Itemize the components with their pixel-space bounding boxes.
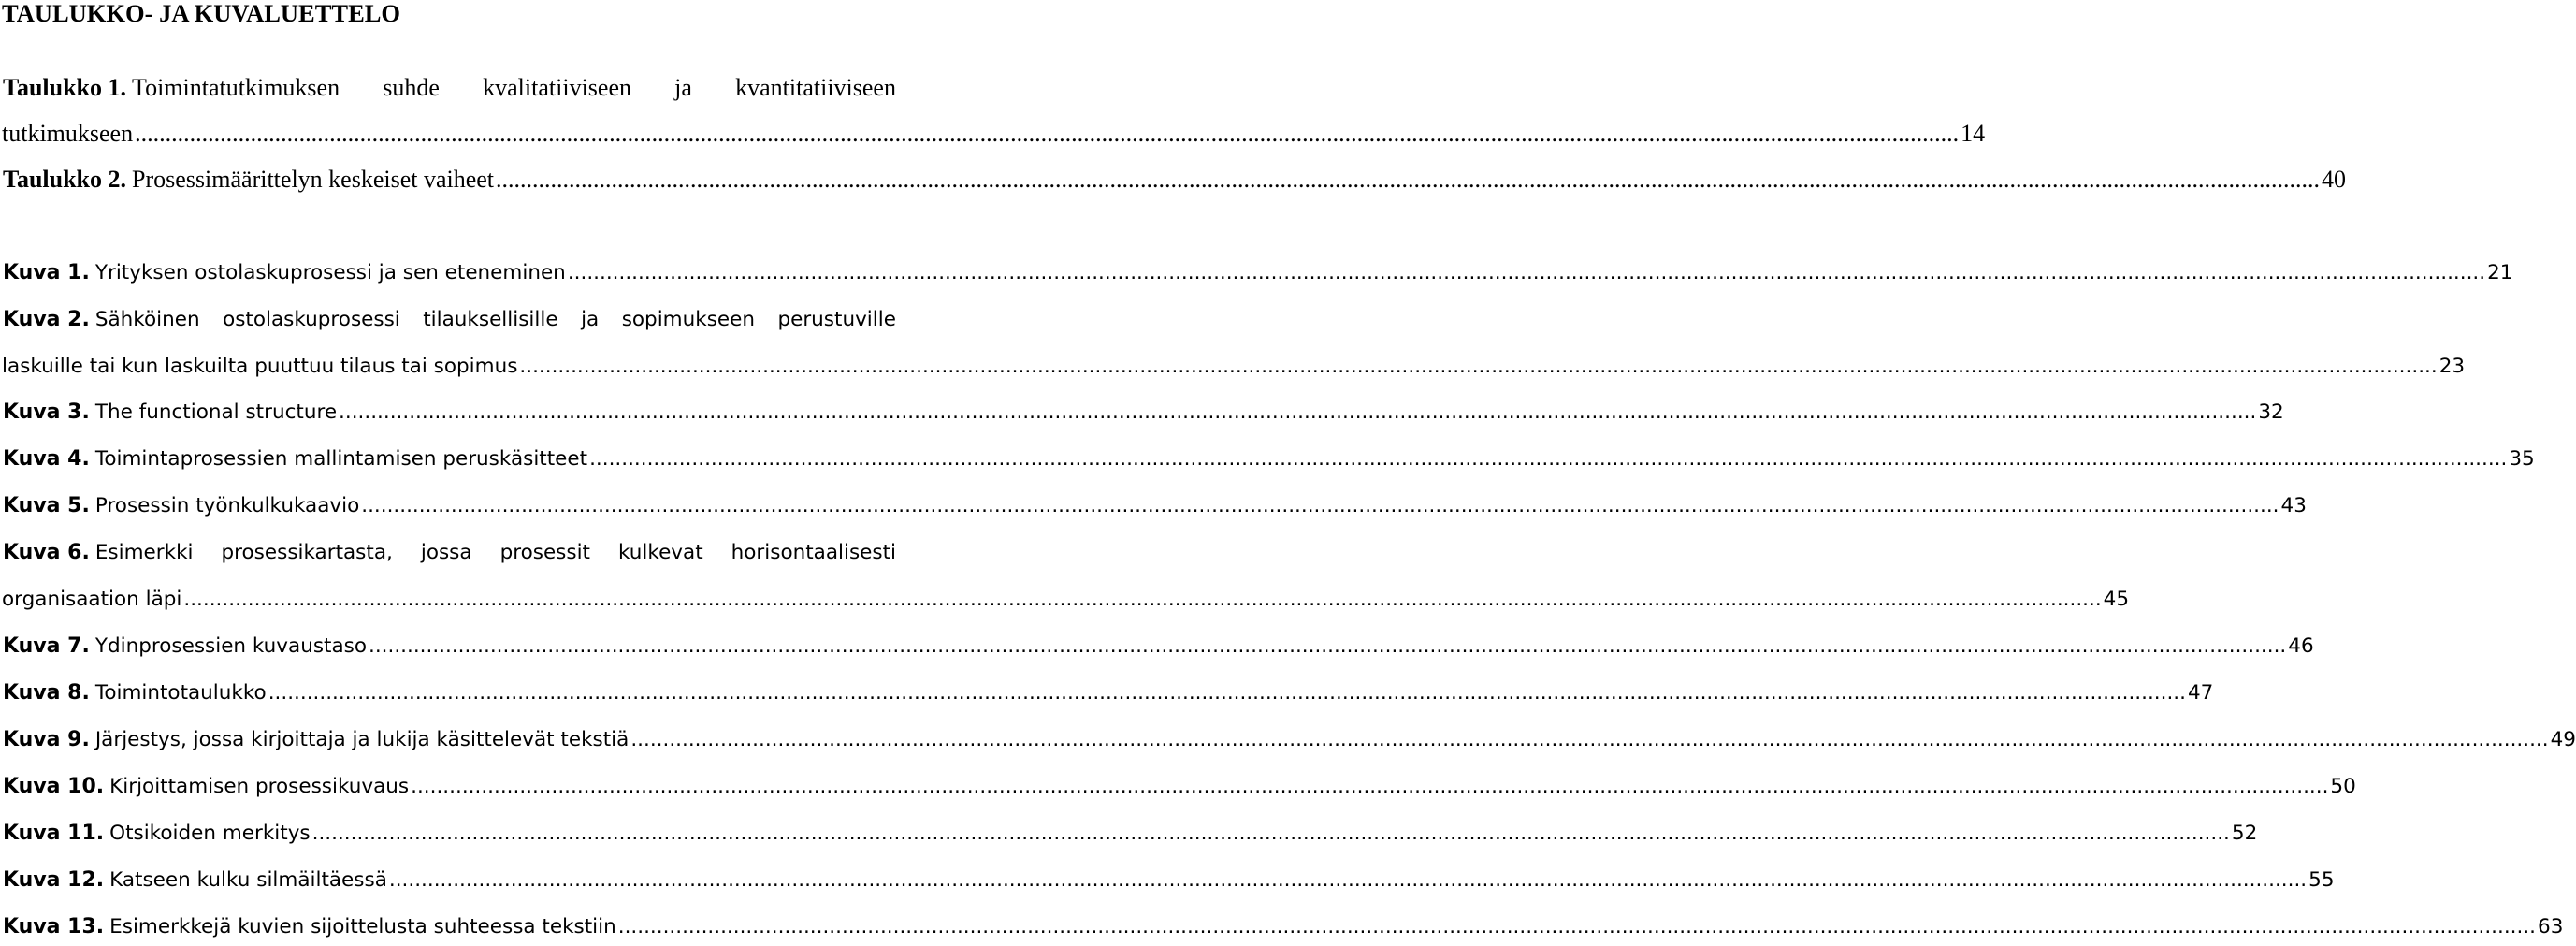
entry-title — [95, 304, 896, 336]
entry-page-number: 45 — [2103, 588, 2130, 611]
dot-leader: ............................................................................................................................................................................................................................................................................................................ — [339, 400, 2257, 424]
toc-entry-figure-3[interactable] — [3, 397, 2284, 429]
dot-leader: ............................................................................................................................................................................................................................................................................................................ — [496, 166, 2321, 193]
toc-entry-figure-2[interactable] — [3, 304, 896, 336]
title-word: sopimukseen — [621, 308, 755, 331]
toc-entry-figure-7[interactable] — [3, 631, 2314, 662]
entry-title: Katseen kulku silmäiltäessä — [109, 868, 387, 892]
toc-entry-figure-4[interactable] — [3, 444, 2535, 475]
toc-entry-figure-1[interactable] — [3, 257, 2513, 289]
page-title: TAULUKKO- JA KUVALUETTELO — [2, 0, 401, 27]
dot-leader: ............................................................................................................................................................................................................................................................................................................ — [135, 120, 1960, 147]
toc-entry-table-1-continued[interactable] — [2, 118, 1986, 150]
entry-label: Kuva 4. — [3, 447, 90, 471]
title-word: tilauksellisille — [423, 308, 558, 331]
entry-label: Kuva 2. — [3, 308, 90, 331]
entry-page-number: 32 — [2258, 400, 2284, 424]
entry-page-number: 52 — [2231, 822, 2258, 845]
toc-entry-figure-10[interactable] — [3, 771, 2356, 803]
title-word: prosessikartasta, — [221, 541, 393, 564]
toc-entry-figure-9[interactable] — [3, 724, 2576, 756]
entry-page-number: 46 — [2288, 634, 2314, 658]
dot-leader: ............................................................................................................................................................................................................................................................................................................ — [411, 775, 2329, 798]
dot-leader: ............................................................................................................................................................................................................................................................................................................ — [567, 261, 2486, 284]
entry-title: Kirjoittamisen prosessikuvaus — [109, 775, 410, 798]
title-word: ostolaskuprosessi — [223, 308, 400, 331]
entry-label: Kuva 3. — [3, 400, 90, 424]
entry-page-number: 47 — [2187, 681, 2214, 705]
entry-page-number: 23 — [2439, 355, 2466, 378]
title-word: perustuville — [777, 308, 896, 331]
entry-title — [95, 537, 896, 569]
dot-leader: ............................................................................................................................................................................................................................................................................................................ — [268, 681, 2186, 705]
dot-leader: ............................................................................................................................................................................................................................................................................................................ — [388, 868, 2308, 892]
entry-page-number: 49 — [2550, 728, 2576, 751]
toc-entry-table-2[interactable] — [3, 164, 2347, 196]
entry-page-number: 35 — [2509, 447, 2535, 471]
toc-entry-figure-6[interactable] — [3, 537, 896, 569]
toc-entry-figure-11[interactable] — [3, 818, 2258, 850]
toc-entry-figure-2-continued[interactable] — [2, 351, 2466, 383]
entry-title: Prosessimäärittelyn keskeiset vaiheet — [132, 166, 495, 193]
title-word: horisontaalisesti — [731, 541, 896, 564]
dot-leader: ............................................................................................................................................................................................................................................................................................................ — [617, 915, 2537, 939]
title-word: kvantitatiiviseen — [735, 74, 896, 101]
title-word: ja — [674, 74, 692, 101]
toc-entry-figure-12[interactable] — [3, 865, 2335, 896]
toc-entry-table-1[interactable] — [3, 72, 896, 104]
title-word: jossa — [420, 541, 472, 564]
dot-leader: ............................................................................................................................................................................................................................................................................................................ — [519, 355, 2438, 378]
entry-title: Toimintotaulukko — [94, 681, 267, 705]
toc-entry-figure-8[interactable] — [3, 677, 2214, 709]
entry-title: Järjestys, jossa kirjoittaja ja lukija käsittelevät tekstiä — [94, 728, 630, 751]
entry-page-number: 21 — [2487, 261, 2513, 284]
dot-leader: ............................................................................................................................................................................................................................................................................................................ — [311, 822, 2230, 845]
entry-label: Kuva 9. — [3, 728, 90, 751]
entry-label: Kuva 12. — [3, 868, 105, 892]
entry-label: Kuva 1. — [3, 261, 90, 284]
entry-page-number: 50 — [2330, 775, 2356, 798]
title-word: Esimerkki — [94, 541, 194, 564]
entry-label: Kuva 8. — [3, 681, 90, 705]
entry-title: Toimintaprosessien mallintamisen peruskäsitteet — [94, 447, 588, 471]
entry-label: Kuva 10. — [3, 775, 105, 798]
entry-label: Taulukko 1. — [3, 74, 127, 101]
entry-title: Yrityksen ostolaskuprosessi ja sen eteneminen — [94, 261, 566, 284]
entry-title: Prosessin työnkulkukaavio — [94, 494, 360, 517]
dot-leader: ............................................................................................................................................................................................................................................................................................................ — [630, 728, 2549, 751]
title-word: Toimintatutkimuksen — [132, 74, 340, 101]
toc-entry-figure-13[interactable] — [3, 911, 2564, 943]
entry-page-number: 63 — [2538, 915, 2564, 939]
title-word: kulkevat — [618, 541, 703, 564]
toc-entry-figure-6-continued[interactable] — [2, 584, 2130, 616]
title-word: ja — [581, 308, 600, 331]
dot-leader: ............................................................................................................................................................................................................................................................................................................ — [369, 634, 2287, 658]
title-word: prosessit — [499, 541, 590, 564]
entry-page-number: 14 — [1961, 120, 1986, 147]
entry-title-continuation: laskuille tai kun laskuilta puuttuu tilaus tai sopimus — [2, 355, 518, 378]
entry-label: Kuva 13. — [3, 915, 105, 939]
entry-title — [132, 72, 896, 104]
dot-leader: ............................................................................................................................................................................................................................................................................................................ — [589, 447, 2508, 471]
title-word: suhde — [383, 74, 440, 101]
entry-title-continuation: organisaation läpi — [2, 588, 182, 611]
entry-title: The functional structure — [94, 400, 338, 424]
dot-leader: ............................................................................................................................................................................................................................................................................................................ — [183, 588, 2102, 611]
dot-leader: ............................................................................................................................................................................................................................................................................................................ — [361, 494, 2279, 517]
entry-title: Otsikoiden merkitys — [109, 822, 311, 845]
entry-label: Kuva 5. — [3, 494, 90, 517]
entry-page-number: 55 — [2308, 868, 2335, 892]
entry-page-number: 43 — [2280, 494, 2307, 517]
entry-label: Kuva 6. — [3, 541, 90, 564]
title-word: Sähköinen — [94, 308, 200, 331]
entry-label: Kuva 7. — [3, 634, 90, 658]
entry-title-continuation: tutkimukseen — [2, 120, 134, 147]
toc-entry-figure-5[interactable] — [3, 490, 2307, 522]
entry-label: Taulukko 2. — [3, 166, 127, 193]
title-word: kvalitatiiviseen — [483, 74, 631, 101]
entry-page-number: 40 — [2322, 166, 2347, 193]
entry-label: Kuva 11. — [3, 822, 105, 845]
entry-title: Ydinprosessien kuvaustaso — [94, 634, 367, 658]
entry-title: Esimerkkejä kuvien sijoittelusta suhteessa tekstiin — [109, 915, 616, 939]
